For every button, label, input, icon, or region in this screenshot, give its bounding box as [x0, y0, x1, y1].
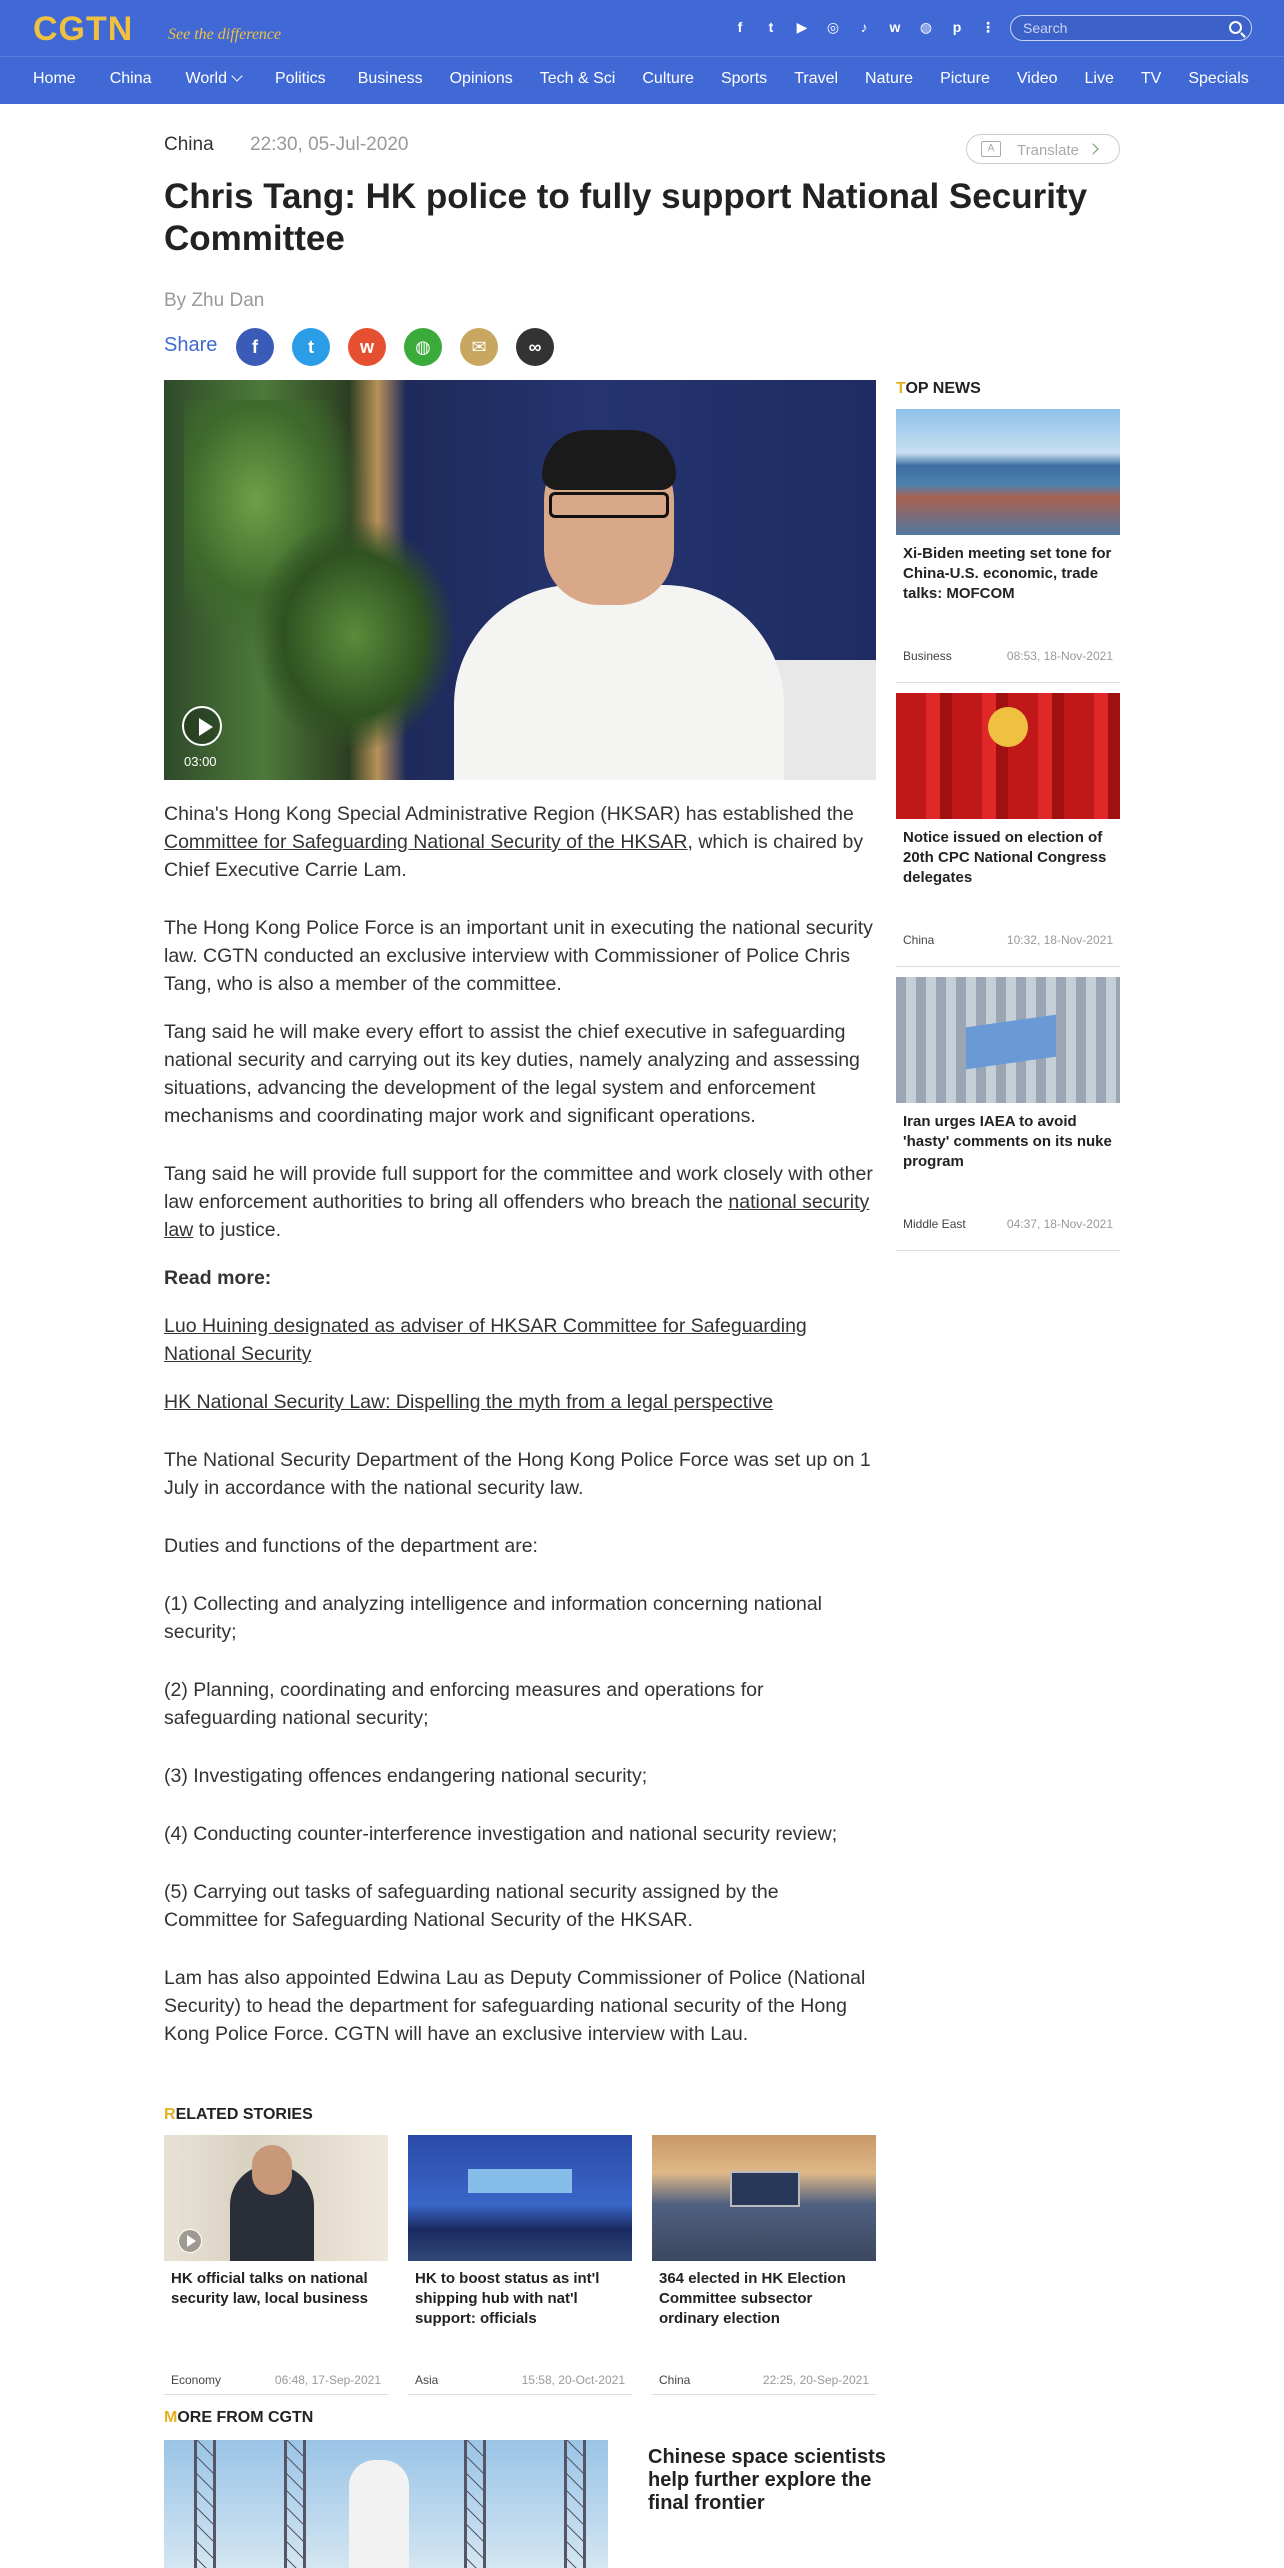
nav-china[interactable]: China — [109, 70, 152, 87]
paragraph: Tang said he will make every effort to assist the chief executive in safeguarding national security and carrying out its key duties, namely analyzing and assessing situations, advancing the development of the legal system and enforcement mechanisms and coordinating major work and significant operations. — [164, 1021, 860, 1127]
heading-initial: R — [164, 2106, 176, 2123]
related-image-election[interactable] — [652, 2135, 876, 2261]
duty-item: (2) Planning, coordinating and enforcing measures and operations for safeguarding national security; — [164, 1679, 764, 1729]
share-facebook-icon[interactable]: f — [236, 328, 274, 366]
nav-home[interactable]: Home — [33, 70, 76, 87]
share-weibo-icon[interactable]: w — [348, 328, 386, 366]
nav-world-label: World — [185, 70, 227, 87]
nav-world[interactable] — [186, 70, 242, 88]
paragraph — [164, 1160, 876, 1244]
video-plant-lower — [254, 520, 454, 750]
read-more-link-myth[interactable]: HK National Security Law: Dispelling the myth from a legal perspective — [164, 1391, 774, 1413]
official-face — [252, 2145, 292, 2195]
article-category[interactable]: China — [164, 134, 214, 155]
nav-business[interactable]: Business — [357, 70, 423, 87]
top-news-title[interactable]: Iran urges IAEA to avoid 'hasty' comments on its nuke program — [903, 1113, 1112, 1170]
translate-icon: A — [981, 141, 1001, 157]
duty-item: (3) Investigating offences endangering national security; — [164, 1765, 648, 1787]
related-item[interactable] — [408, 2135, 632, 2395]
nav-live[interactable]: Live — [1084, 70, 1114, 87]
youtube-icon[interactable]: ▶ — [796, 18, 808, 35]
nav-travel[interactable]: Travel — [794, 70, 839, 87]
share-buttons — [236, 328, 554, 366]
video-hair — [542, 430, 676, 490]
launch-tower — [564, 2440, 586, 2568]
top-news-image-port[interactable] — [896, 409, 1120, 535]
heading-rest: ELATED STORIES — [175, 2106, 313, 2123]
nav-opinions[interactable]: Opinions — [449, 70, 513, 87]
top-news-time: 08:53, 18-Nov-2021 — [1006, 649, 1113, 663]
related-stories-heading — [164, 2106, 313, 2124]
top-news-image-flags[interactable] — [896, 693, 1120, 819]
paragraph: Duties and functions of the department are: — [164, 1535, 538, 1557]
share-label: Share — [164, 334, 218, 356]
more-headline[interactable]: Chinese space scientists help further explore the final frontier — [648, 2446, 886, 2514]
heading-rest: ORE FROM CGTN — [177, 2409, 314, 2426]
paragraph — [164, 800, 876, 884]
nav-politics[interactable]: Politics — [275, 70, 326, 87]
related-item[interactable] — [652, 2135, 876, 2395]
read-more-item — [164, 1388, 876, 1416]
top-news-item[interactable] — [896, 409, 1120, 683]
weibo-icon[interactable]: w — [889, 19, 901, 35]
top-news-heading — [896, 380, 981, 398]
committee-link[interactable]: Committee for Safeguarding National Security of the HKSAR — [164, 831, 688, 853]
related-time: 06:48, 17-Sep-2021 — [274, 2373, 381, 2387]
nav-picture[interactable]: Picture — [940, 70, 990, 87]
video-duration: 03:00 — [184, 754, 217, 769]
launch-tower — [464, 2440, 486, 2568]
translate-button[interactable] — [966, 134, 1120, 164]
top-bar — [0, 0, 1284, 56]
nav-culture[interactable]: Culture — [642, 70, 694, 87]
launch-tower — [194, 2440, 216, 2568]
un-flag — [966, 1015, 1056, 1070]
more-icon[interactable]: ⋮ — [981, 18, 995, 35]
nav-nature[interactable]: Nature — [865, 70, 914, 87]
top-news-time: 10:32, 18-Nov-2021 — [1006, 933, 1113, 947]
video-glasses — [549, 492, 669, 518]
heading-rest: OP NEWS — [905, 380, 981, 397]
slogan: See the difference — [168, 26, 282, 43]
video-uniform — [454, 585, 784, 780]
top-news-title[interactable]: Xi-Biden meeting set tone for China-U.S. economic, trade talks: MOFCOM — [903, 545, 1112, 602]
main-nav — [0, 56, 1284, 104]
top-news-image-un-flag[interactable] — [896, 977, 1120, 1103]
more-image-rocket[interactable] — [164, 2440, 608, 2568]
duty-item: (5) Carrying out tasks of safeguarding national security assigned by the Committee for Safeguarding National Security of the HKSAR. — [164, 1881, 779, 1931]
chevron-right-icon — [1087, 143, 1098, 154]
paragraph: The National Security Department of the Hong Kong Police Force was set up on 1 July in accordance with the national security law. — [164, 1449, 871, 1499]
nav-tv[interactable]: TV — [1140, 70, 1162, 87]
paragraph-text: Tang said he will provide full support for the committee and work closely with other law enforcement authorities to bring all offenders who breach the — [164, 1163, 873, 1213]
duty-item: (4) Conducting counter-interference investigation and national security review; — [164, 1823, 838, 1845]
tiktok-icon[interactable]: ♪ — [860, 19, 868, 35]
related-category[interactable]: China — [659, 2373, 691, 2387]
related-title[interactable]: HK official talks on national security law, local business — [171, 2270, 369, 2307]
related-item[interactable] — [164, 2135, 388, 2395]
heading-initial: T — [896, 380, 906, 397]
cgtn-logo[interactable]: CGTN — [33, 10, 134, 48]
nav-video[interactable]: Video — [1016, 70, 1058, 87]
share-wechat-icon[interactable]: ◍ — [404, 328, 442, 366]
top-news-item[interactable] — [896, 693, 1120, 967]
nav-tech-sci[interactable]: Tech & Sci — [539, 70, 616, 87]
paragraph-text: , which is chaired by Chief Executive Carrie Lam. — [164, 831, 864, 881]
read-more-item — [164, 1312, 876, 1368]
more-from-cgtn-heading — [164, 2409, 313, 2427]
header-social-links — [730, 17, 998, 37]
paragraph-text: China's Hong Kong Special Administrative Region (HKSAR) has established the — [164, 803, 854, 825]
top-news-time: 04:37, 18-Nov-2021 — [1006, 1217, 1113, 1231]
top-news-title[interactable]: Notice issued on election of 20th CPC National Congress delegates — [903, 829, 1107, 886]
top-news-category[interactable]: Middle East — [903, 1217, 966, 1231]
related-time: 22:25, 20-Sep-2021 — [762, 2373, 869, 2387]
related-time: 15:58, 20-Oct-2021 — [521, 2373, 625, 2387]
related-image-forum[interactable] — [408, 2135, 632, 2261]
article-timestamp: 22:30, 05-Jul-2020 — [250, 134, 409, 155]
paragraph: Lam has also appointed Edwina Lau as Deputy Commissioner of Police (National Security) to head the department for safeguarding national security of the Hong Kong Police Force. CGTN will have an exclusive interview with Lau. — [164, 1967, 866, 2045]
article-title: Chris Tang: HK police to fully support National Security Committee — [164, 177, 1088, 258]
related-category[interactable]: Economy — [171, 2373, 222, 2387]
article-body — [164, 800, 876, 2068]
related-title[interactable]: HK to boost status as int'l shipping hub with nat'l support: officials — [415, 2270, 600, 2327]
facebook-icon[interactable]: f — [737, 19, 743, 35]
rocket — [349, 2460, 409, 2568]
pinterest-icon[interactable]: p — [952, 19, 962, 35]
party-emblem-icon — [988, 707, 1028, 747]
election-screen — [730, 2171, 800, 2207]
related-title[interactable]: 364 elected in HK Election Committee subsector ordinary election — [659, 2270, 846, 2327]
share-link-icon[interactable]: ∞ — [516, 328, 554, 366]
search-icon[interactable] — [1229, 21, 1242, 34]
top-news-item[interactable] — [896, 977, 1120, 1251]
paragraph: The Hong Kong Police Force is an important unit in executing the national security law. CGTN conducted an exclusive interview with Commissioner of Police Chris Tang, who is also a member of the committee. — [164, 917, 873, 995]
related-category[interactable]: Asia — [415, 2373, 439, 2387]
instagram-icon[interactable]: ◎ — [826, 18, 840, 35]
heading-initial: M — [164, 2409, 178, 2426]
related-image-official[interactable] — [164, 2135, 388, 2261]
nav-sports[interactable]: Sports — [720, 70, 768, 87]
duty-item: (1) Collecting and analyzing intelligence and information concerning national security; — [164, 1593, 822, 1643]
play-icon[interactable] — [178, 2229, 202, 2253]
article-byline: By Zhu Dan — [164, 290, 265, 311]
nav-specials[interactable]: Specials — [1188, 70, 1249, 87]
top-news-category[interactable]: Business — [903, 649, 952, 663]
national-security-law-link[interactable]: national security law — [164, 1191, 870, 1241]
launch-tower — [284, 2440, 306, 2568]
forum-banner — [468, 2169, 572, 2193]
search-input[interactable] — [1023, 19, 1223, 37]
share-email-icon[interactable]: ✉ — [460, 328, 498, 366]
wechat-icon[interactable]: ◍ — [919, 18, 933, 35]
paragraph-text: to justice. — [193, 1219, 282, 1241]
read-more-link-luo[interactable]: Luo Huining designated as adviser of HKSAR Committee for Safeguarding National Security — [164, 1315, 807, 1365]
read-more-heading: Read more: — [164, 1267, 272, 1289]
chevron-down-icon — [231, 70, 242, 81]
article-video[interactable] — [164, 380, 876, 780]
search-box — [1010, 15, 1252, 41]
twitter-icon[interactable]: t — [768, 19, 774, 35]
share-twitter-icon[interactable]: t — [292, 328, 330, 366]
play-icon[interactable] — [182, 706, 222, 746]
top-news-category[interactable]: China — [903, 933, 935, 947]
translate-label: Translate — [1017, 142, 1079, 159]
